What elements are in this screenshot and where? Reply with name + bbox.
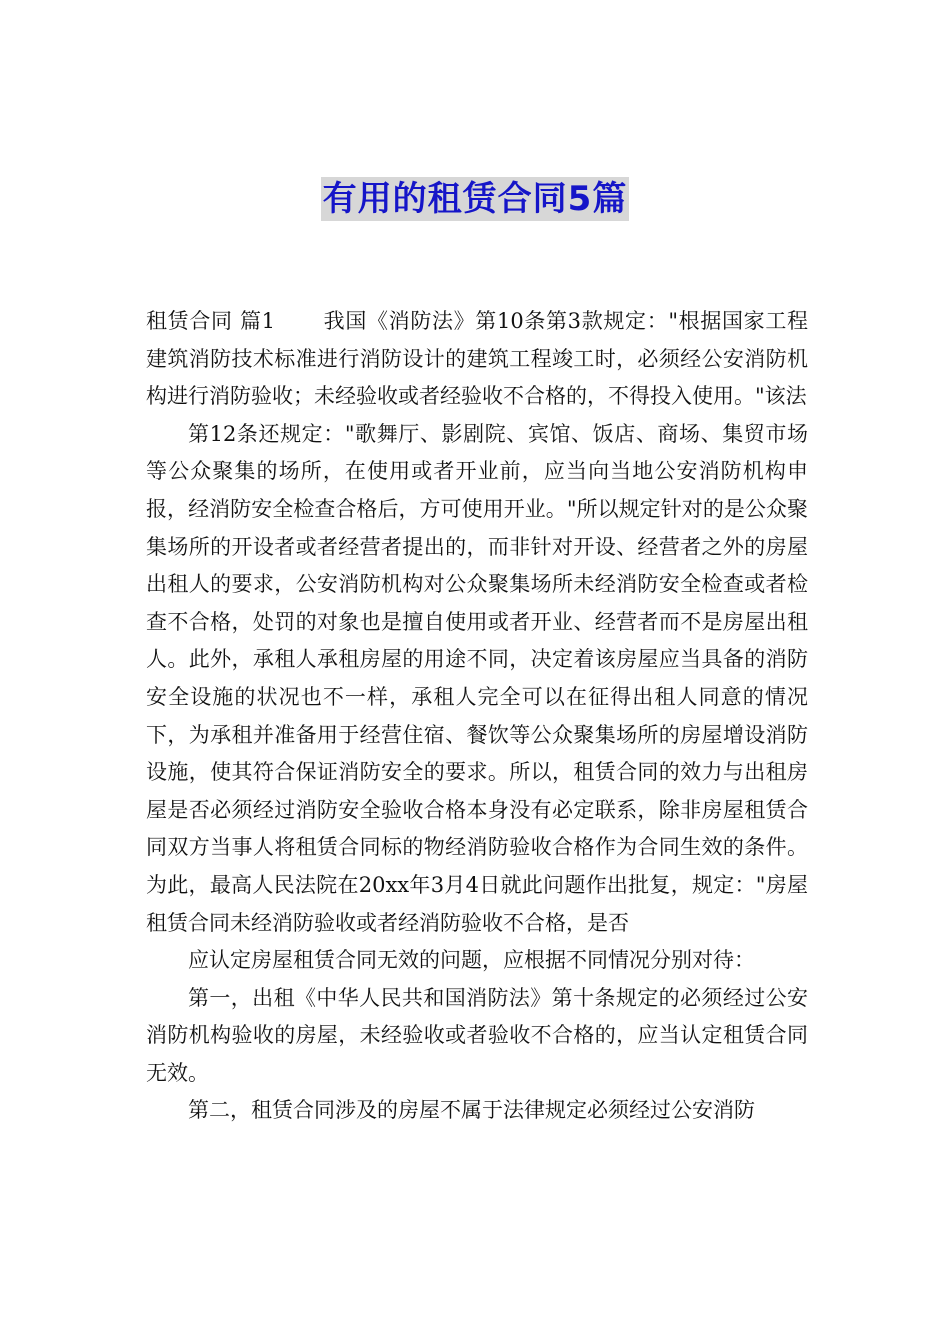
- paragraph-2: 第12条还规定："歌舞厅、影剧院、宾馆、饭店、商场、集贸市场等公众聚集的场所，在使用或者开业前，应当向当地公安消防机构申报，经消防安全检查合格后，方可使用开业。"所以规定针对的是公众聚集场所的开设者或者经营者提出的，而非针对开设、经营者之外的房屋出租人的要求，公安消防机构对公众聚集场所未经消防安全检查或者检查不合格，处罚的对象也是擅自使用或者开业、经营者而不是房屋出租人。此外，承租人承租房屋的用途不同，决定着该房屋应当具备的消防安全设施的状况也不一样，承租人完全可以在征得出租人同意的情况下，为承租并准备用于经营住宿、餐饮等公众聚集场所的房屋增设消防设施，使其符合保证消防安全的要求。所以，租赁合同的效力与出租房屋是否必须经过消防安全验收合格本身没有必定联系，除非房屋租赁合同双方当事人将租赁合同标的物经消防验收合格作为合同生效的条件。为此，最高人民法院在20xx年3月4日就此问题作出批复，规定："房屋租赁合同未经消防验收或者经消防验收不合格，是否: [146, 421, 808, 935]
- paragraph-1: [146, 303, 808, 416]
- title-area: [0, 177, 950, 221]
- paragraph-5: 第二，租赁合同涉及的房屋不属于法律规定必须经过公安消防: [188, 1098, 755, 1123]
- document-body: [146, 303, 808, 1130]
- paragraph-1-text: 我国《消防法》第10条第3款规定："根据国家工程建筑消防技术标准进行消防设计的建筑工程竣工时，必须经公安消防机构进行消防验收；未经验收或者经验收不合格的，不得投入使用。"该法: [146, 309, 808, 409]
- paragraph-3: 应认定房屋租赁合同无效的问题，应根据不同情况分别对待：: [188, 948, 755, 973]
- document-title: 有用的租赁合同5篇: [322, 179, 628, 219]
- paragraph-4: 第一，出租《中华人民共和国消防法》第十条规定的必须经过公安消防机构验收的房屋，未经验收或者验收不合格的，应当认定租赁合同无效。: [146, 985, 808, 1085]
- section-label: 租赁合同 篇1: [146, 309, 276, 333]
